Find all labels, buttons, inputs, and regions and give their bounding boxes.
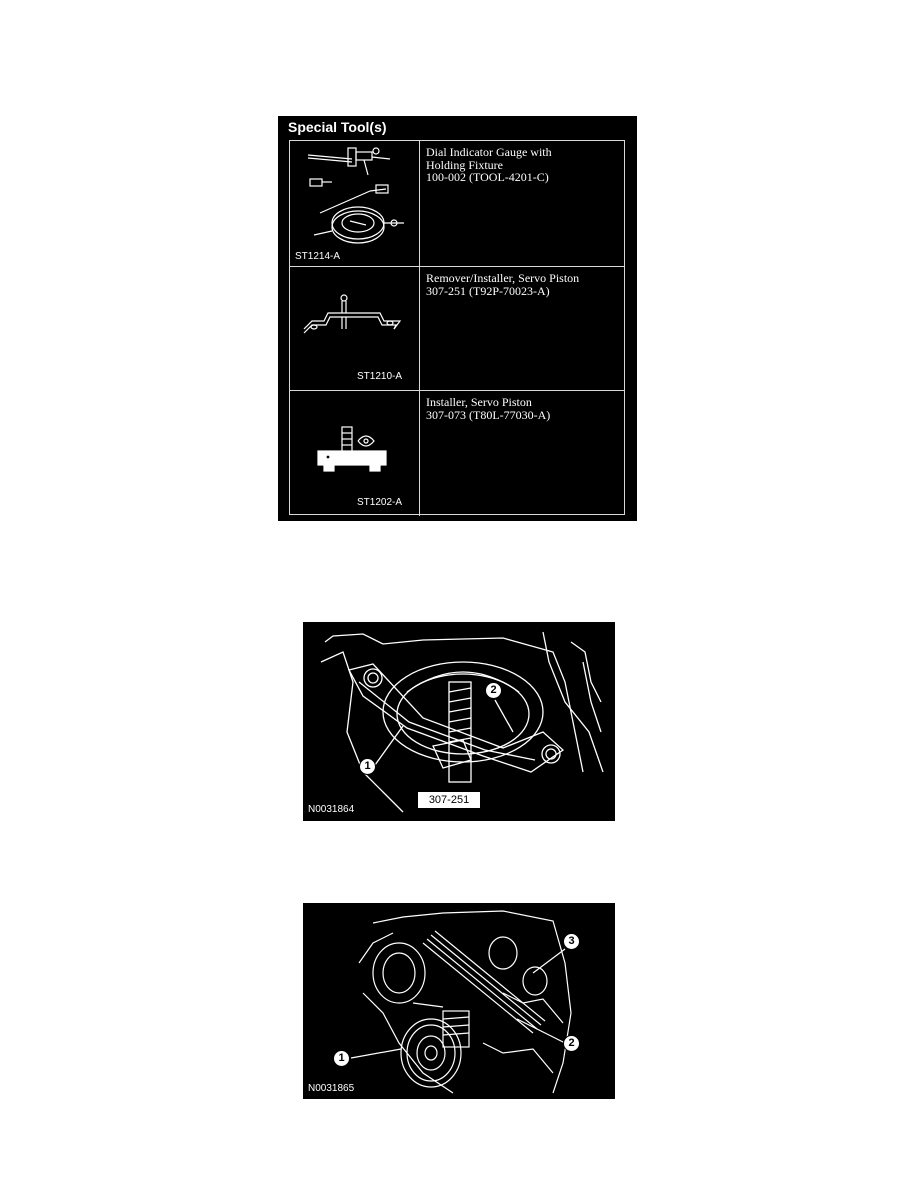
tool-description: Remover/Installer, Servo Piston 307-251 (T92P-70023-A) — [426, 271, 580, 298]
callout-2: 2 — [485, 682, 502, 699]
tool-image-dial-indicator — [290, 141, 420, 266]
tool-image-servo-installer — [290, 391, 420, 516]
tool-code: ST1210-A — [357, 371, 403, 382]
servo-remover-illustration — [303, 622, 615, 821]
tool-row-servo-installer — [290, 391, 624, 516]
figure-id: N0031865 — [308, 1083, 355, 1094]
tool-row-dial-indicator — [290, 141, 624, 267]
callout-1: 1 — [359, 758, 376, 775]
tool-number-label: 307-251 — [418, 792, 480, 808]
tool-code: ST1202-A — [357, 497, 403, 508]
special-tools-table — [289, 140, 625, 515]
callout-1: 1 — [333, 1050, 350, 1067]
tool-image-servo-remover — [290, 267, 420, 390]
figure-id: N0031864 — [308, 804, 355, 815]
special-tools-title: Special Tool(s) — [288, 119, 387, 135]
special-tools-panel — [278, 116, 637, 521]
pulley-illustration — [303, 903, 615, 1099]
tool-code: ST1214-A — [295, 251, 341, 262]
callout-3: 3 — [563, 933, 580, 950]
tool-description: Dial Indicator Gauge with Holding Fixture 100-002 (TOOL-4201-C) — [426, 145, 552, 184]
tool-description: Installer, Servo Piston 307-073 (T80L-77030-A) — [426, 395, 551, 422]
callout-2: 2 — [563, 1035, 580, 1052]
tool-row-servo-remover — [290, 267, 624, 391]
